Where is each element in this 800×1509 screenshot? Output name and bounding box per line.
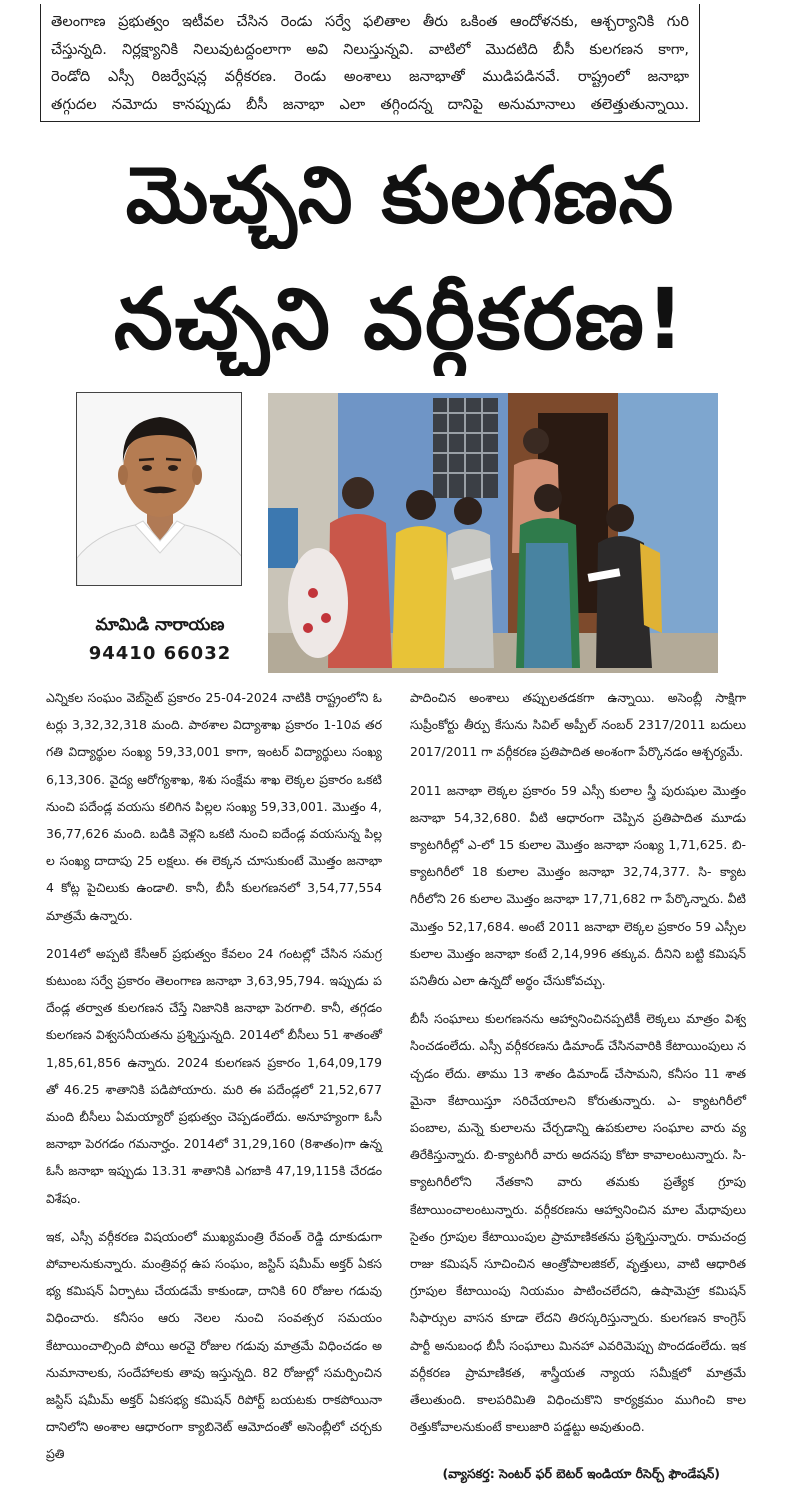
intro-line: తగ్గుదల నమోదు కానప్పుడు బీసీ జనాభా ఎలా తగ్గిందన్న దానిపై అనుమానాలు తలెత్తుతున్నాయి. — [51, 95, 689, 113]
news-photo — [268, 393, 718, 673]
article-paragraph: పాదించిన అంశాలు తప్పులతడకగా ఉన్నాయి. అసెంబ్లీ సాక్షిగా సుప్రీంకోర్టు తీర్పు కేసును సివిల్ అప్పీల్ నంబర్ 2317/2011 బదులు 2017/2011 గా వర్గీకరణ ప్రతిపాదిత అంశంగా పేర్కొనడం ఆశ్చర్యమే. — [410, 690, 746, 760]
author-photo — [76, 392, 242, 586]
article-paragraph: 2014లో అప్పటి కేసీఆర్ ప్రభుత్వం కేవలం 24 గంటల్లో చేసిన సమగ్ర కుటుంబ సర్వే ప్రకారం తెలంగాణ జనాభా 3,63,95,794. ఇప్పుడు పదేండ్ల తర్వాత కులగణన చేస్తే నిజానికి జనాభా పెరగాలి. కానీ, తగ్గడం కులగణన విశ్వసనీయతను ప్రశ్నిస్తున్నది. 2014లో బీసీలు 51 శాతంతో 1,85,61,856 ఉన్నారు. 2024 కులగణన ప్రకారం 1,64,09,179 తో 46.25 శాతానికి పడిపోయారు. మరి ఈ పదేండ్లలో 21,52,677 మంది బీసీలు ఏమయ్యారో ప్రభుత్వం చెప్పడంలేదు. అనూహ్యంగా ఓసీ జనాభా పెరగడం గమనార్హం. 2014లో 31,29,160 (8శాతం)గా ఉన్న ఓసీ జనాభా ఇప్పుడు 13.31 శాతానికి ఎగబాకి 47,19,115కి చేరడం విశేషం. — [46, 945, 382, 1206]
headline-line-2: నచ్చని వర్గీకరణ! — [113, 270, 687, 368]
article-paragraph: ఇక, ఎస్సీ వర్గీకరణ విషయంలో ముఖ్యమంత్రి రేవంత్ రెడ్డి దూకుడుగా పోవాలనుకున్నారు. మంత్రివర్గ ఉప సంఘం, జస్టిస్ షమీమ్ అక్తర్ ఏకసభ్య కమిషన్ ఏర్పాటు చేయడమే కాకుండా, దానికి 60 రోజుల గడువు విధించారు. కనీసం ఆరు నెలల నుంచి సంవత్సర సమయం కేటాయించాల్సింది పోయి అరవై రోజుల గడువు మాత్రమే విధించడం అనుమానాలకు, సందేహాలకు తావు ఇస్తున్నది. 82 రోజుల్లో సమర్పించిన జస్టిస్ షమీమ్ అక్తర్ ఏకసభ్య కమిషన్ రిపోర్ట్ బయటకు రాకపోయినా దానిలోని అంశాల ఆధారంగా క్యాబినెట్ ఆమోదంతో అసెంబ్లీలో చర్చకు ప్రతి — [46, 1228, 382, 1462]
article-paragraph: ఎన్నికల సంఘం వెబ్‌సైట్ ప్రకారం 25-04-2024 నాటికి రాష్ట్రంలోని ఓటర్లు 3,32,32,318 మంది. పాఠశాల విద్యాశాఖ ప్రకారం 1-10వ తరగతి విద్యార్థుల సంఖ్య 59,33,001 కాగా, ఇంటర్ విద్యార్థులు సంఖ్య 6,13,306. వైద్య ఆరోగ్యశాఖ, శిశు సంక్షేమ శాఖ లెక్కల ప్రకారం ఒకటి నుంచి పదేండ్ల వయసు కలిగిన పిల్లల సంఖ్య 59,33,001. మొత్తం 4,36,77,626 మంది. బడికి వెళ్లని ఒకటి నుంచి ఐదేండ్ల వయసున్న పిల్లల సంఖ్య దాదాపు 25 లక్షలు. ఈ లెక్కన చూసుకుంటే మొత్తం జనాభా 4 కోట్ల పైచిలుకు ఉండాలి. కానీ, బీసీ కులగణనలో 3,54,77,554 మాత్రమే ఉన్నారు. — [46, 690, 382, 923]
author-credit: (వ్యాసకర్త: సెంటర్ ఫర్ బెటర్ ఇండియా రీసెర్చ్ ఫౌండేషన్) — [442, 1466, 720, 1481]
author-name: మామిడి నారాయణ — [95, 615, 225, 635]
author-phone: 94410 66032 — [88, 643, 232, 664]
intro-line: తెలంగాణ ప్రభుత్వం ఇటీవల చేసిన రెండు సర్వే ఫలితాల తీరు ఒకింత ఆందోళనకు, ఆశ్చర్యానికి గురి — [51, 13, 689, 30]
intro-box — [40, 4, 700, 122]
article-paragraph: బీసీ సంఘాలు కులగణనను ఆహ్వానించినప్పటికీ లెక్కలు మాత్రం విశ్వసించడంలేదు. ఎస్సీ వర్గీకరణను డిమాండ్ చేసినవారికి కేటాయింపులు నచ్చడం లేదు. తాము 13 శాతం డిమాండ్ చేసామని, కనీసం 11 శాతమైనా కేటాయిస్తూ సరిచేయాలని కోరుతున్నారు. ఎ- క్యాటగిరీలో పంబాల, మన్నె కులాలను చేర్చడాన్ని ఉపకులాల సంఘాల వారు వ్యతిరేకిస్తున్నారు. బి-క్యాటగిరీ వారు అదనపు కోటా కావాలంటున్నారు. సి- క్యాటగిరీలోని నేతకాని వారు తమకు ప్రత్యేక గ్రూపు కేటాయించాలంటున్నారు. వర్గీకరణను ఆహ్వానించిన మాల మేధావులు సైతం గ్రూపుల కేటాయింపుల ప్రామాణికతను ప్రశ్నిస్తున్నారు. రామచంద్రరాజు కమిషన్ సూచించిన ఆంత్రోపాలజికల్, వృత్తులు, వాటి ఆధారిత గ్రూపుల కేటాయింపు నియమం పాటించలేదని, ఉషామెహ్రా కమిషన్ సిఫార్సుల వాసన కూడా లేదని తిరస్కరిస్తున్నారు. కులగణన కాంగ్రెస్ పార్టీ అనుబంధ బీసీ సంఘాలు మినహా ఎవరిమెప్పు పొందడంలేదు. ఇక వర్గీకరణ ప్రామాణికత, శాస్త్రీయత న్యాయ సమీక్షలో మాత్రమే తేలుతుంది. కాలపరిమితి విధించుకొని కార్యక్రమం ముగించి కాలరెత్తుకోవాలనుకుంటే కాలుజారి పడ్డట్టు అవుతుంది. — [410, 1011, 746, 1435]
intro-line: రెండోది ఎస్సీ రిజర్వేషన్ల వర్గీకరణ. రెండు అంశాలు జనాభాతో ముడిపడినవే. రాష్ట్రంలో జనాభా — [51, 68, 689, 85]
survey-enumerators-photo-icon — [268, 393, 718, 673]
article-column-right — [410, 684, 746, 1451]
author-portrait-icon — [77, 393, 242, 586]
article-paragraph: 2011 జనాభా లెక్కల ప్రకారం 59 ఎస్సీ కులాల స్త్రీ పురుషుల మొత్తం జనాభా 54,32,680. వీటి ఆధారంగా చెప్పిన ప్రతిపాదిత మూడు క్యాటగిరీల్లో ఎ-లో 15 కులాల మొత్తం జనాభా సంఖ్య 1,71,625. బి-క్యాటగిరీలో 18 కులాల మొత్తం జనాభా 32,74,377. సి- క్యాటగిరీలోని 26 కులాల మొత్తం జనాభా 17,71,682 గా పేర్కొన్నారు. వీటి మొత్తం 52,17,684. అంటే 2011 జనాభా లెక్కల ప్రకారం 59 ఎస్సీల కులాల మొత్తం జనాభా కంటే 2,14,996 తక్కువ. దీనిని బట్టి కమిషన్ పనితీరు ఎలా ఉన్నదో అర్థం చేసుకోవచ్చు. — [410, 782, 746, 989]
intro-line: చేస్తున్నది. నిర్లక్ష్యానికి నిలువుటద్దంలాగా అవి నిలుస్తున్నవి. వాటిలో మొదటిది బీసీ కులగణన కాగా, — [51, 40, 689, 58]
headline-line-1: మెచ్చని కులగణన — [125, 151, 675, 241]
article-column-left — [46, 684, 382, 1479]
